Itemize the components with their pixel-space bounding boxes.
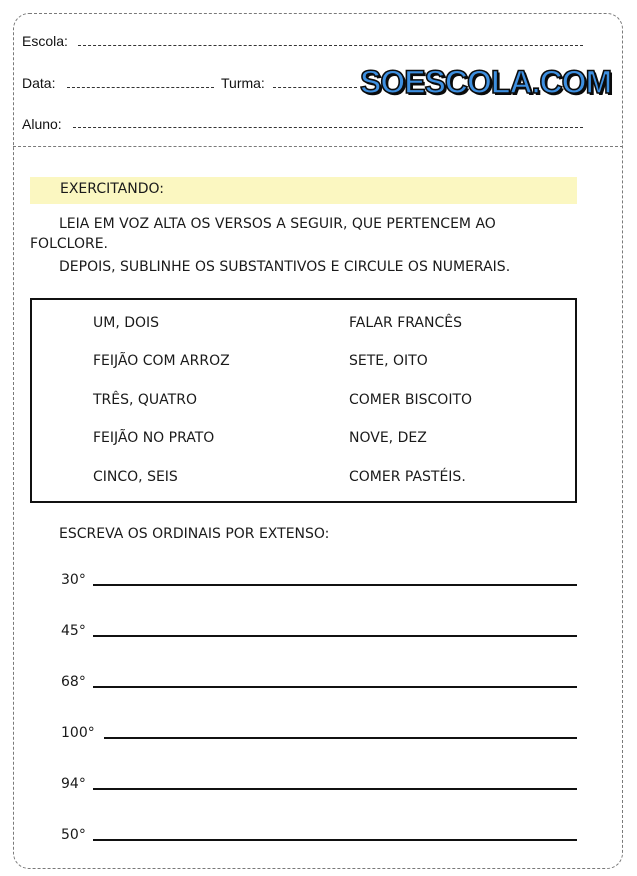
turma-label: Turma: [221,75,265,91]
instruction-line-3: DEPOIS, SUBLINHE OS SUBSTANTIVOS E CIRCULE OS NUMERAIS. [59,259,511,275]
verse-left: FEIJÃO COM ARROZ [93,353,230,369]
verse-right: NOVE, DEZ [349,430,427,446]
soescola-logo: SOESCOLA.COM [360,64,612,100]
aluno-field[interactable] [73,127,583,128]
ordinal-answer-line[interactable] [93,839,577,841]
escola-label: Escola: [22,33,68,49]
turma-field[interactable] [273,87,357,88]
ordinal-label: 45° [61,623,86,639]
ordinal-answer-line[interactable] [93,584,577,586]
verse-left: FEIJÃO NO PRATO [93,430,215,446]
verse-right: COMER PASTÉIS. [349,469,466,485]
ordinal-answer-line[interactable] [93,686,577,688]
ordinal-answer-line[interactable] [104,737,577,739]
data-field[interactable] [67,87,214,88]
ordinal-answer-line[interactable] [93,635,577,637]
verse-left: UM, DOIS [93,315,160,331]
ordinals-title: ESCREVA OS ORDINAIS POR EXTENSO: [59,526,330,542]
aluno-label: Aluno: [22,116,62,132]
instruction-line-1: LEIA EM VOZ ALTA OS VERSOS A SEGUIR, QUE PERTENCEM AO [59,216,496,232]
ordinal-label: 50° [61,827,86,843]
verses-box [30,298,577,503]
header-divider [13,146,623,147]
verse-left: TRÊS, QUATRO [93,392,197,408]
ordinal-label: 68° [61,674,86,690]
ordinal-label: 100° [61,725,95,741]
instruction-line-2: FOLCLORE. [30,236,108,252]
ordinal-label: 94° [61,776,86,792]
exercise-title-banner [30,177,577,204]
verse-right: COMER BISCOITO [349,392,473,408]
verse-right: FALAR FRANCÊS [349,315,462,331]
ordinal-answer-line[interactable] [93,788,577,790]
exercise-title: EXERCITANDO: [60,181,165,197]
verse-left: CINCO, SEIS [93,469,178,485]
escola-field[interactable] [78,45,583,46]
verse-right: SETE, OITO [349,353,428,369]
ordinal-label: 30° [61,572,86,588]
data-label: Data: [22,75,56,91]
